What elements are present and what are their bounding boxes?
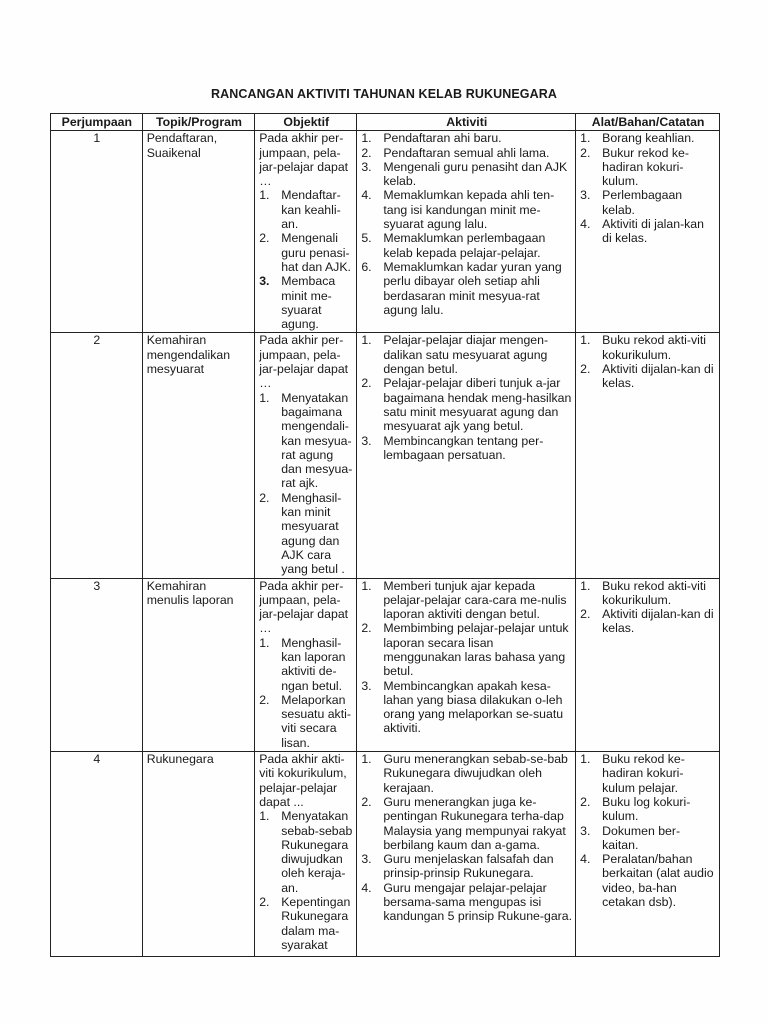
aktiviti-list [361, 131, 572, 317]
list-number: 2. [580, 362, 591, 377]
cell-topik: Pendaftaran, Suaikenal [142, 131, 255, 333]
list-text: Guru mengajar pelajar-pelajar bersama-sama mengupas isi kandungan 5 prinsip Rukune-gara. [383, 880, 573, 924]
list-number: 4. [361, 880, 372, 895]
alat-list [580, 131, 716, 245]
cell-perjumpaan: 3 [51, 578, 143, 752]
list-text: Memaklumkan kadar yuran yang perlu dibayar oleh setiap ahli berdasaran minit mesyua-rat agung lalu. [383, 259, 562, 317]
list-item [580, 188, 716, 217]
list-number: 1. [259, 390, 270, 405]
list-item [580, 131, 716, 145]
list-item [361, 579, 572, 622]
cell-topik: Kemahiran mengendalikan mesyuarat [142, 333, 255, 578]
list-item [580, 824, 716, 853]
table-header-row [51, 114, 720, 131]
list-text: Membincangkan tentang per-lembagaan persatuan. [383, 433, 544, 462]
cell-topik: Kemahiran menulis laporan [142, 578, 255, 752]
list-number: 2. [580, 794, 591, 809]
list-number: 3. [361, 678, 372, 693]
list-item [361, 795, 572, 852]
objektif-list [259, 809, 353, 952]
table-body [51, 131, 720, 957]
list-text: Mengenali guru penasi-hat dan AJK. [281, 231, 351, 274]
list-item [361, 376, 572, 433]
aktiviti-list [361, 579, 572, 736]
objektif-intro: Pada akhir per-jumpaan, pela-jar-pelajar dapat … [259, 333, 349, 391]
list-item [259, 231, 353, 274]
list-text: Guru menjelaskan falsafah dan prinsip-prinsip Rukunegara. [383, 852, 554, 881]
list-item [259, 188, 353, 231]
list-number: 1. [259, 809, 270, 824]
cell-aktiviti [357, 333, 576, 578]
list-number: 3. [580, 188, 591, 203]
list-text: Aktiviti dijalan-kan di kelas. [602, 362, 714, 391]
cell-alat [576, 752, 720, 957]
list-text: Pelajar-pelajar diajar mengen-dalikan satu mesyuarat agung dengan betul. [383, 333, 549, 377]
objektif-intro: Pada akhir per-jumpaan, pela-jar-pelajar dapat … [259, 131, 349, 189]
list-item [580, 795, 716, 824]
list-text: Dokumen ber-kaitan. [602, 823, 681, 852]
list-number: 1. [580, 131, 591, 146]
list-text: Perlembagaan kelab. [602, 188, 683, 217]
list-text: Borang keahlian. [602, 131, 695, 146]
list-text: Pendaftaran ahi baru. [383, 131, 502, 146]
list-text: Menyatakan bagaimana mengendali-kan mesyua-rat agung dan mesyua-rat ajk. [281, 390, 353, 491]
list-text: Buku rekod akti-viti kokurikulum. [602, 578, 707, 607]
cell-objektif [255, 578, 357, 752]
list-item [361, 752, 572, 795]
list-number: 1. [361, 752, 372, 767]
list-text: Memaklumkan perlembagaan kelab kepada pelajar-pelajar. [383, 231, 546, 260]
cell-objektif [255, 333, 357, 578]
activity-plan-table [50, 113, 720, 957]
list-item [361, 260, 572, 317]
cell-topik: Rukunegara [142, 752, 255, 957]
list-item [361, 333, 572, 376]
list-text: Guru menerangkan juga ke-pentingan Rukunegara terha-dap Malaysia yang mempunyai rakyat berbilang kaum dan a-gama. [383, 794, 566, 852]
list-item [580, 217, 716, 246]
list-text: Melaporkan sesuatu akti-viti secara lisan. [281, 692, 351, 750]
list-text: Menghasil-kan laporan aktiviti de-ngan betul. [281, 635, 346, 693]
list-item [580, 852, 716, 909]
list-number: 2. [361, 794, 372, 809]
list-number: 1. [580, 333, 591, 348]
cell-perjumpaan: 2 [51, 333, 143, 578]
list-number: 2. [361, 621, 372, 636]
list-number: 6. [361, 259, 372, 274]
header-objektif: Objektif [255, 114, 357, 131]
cell-alat [576, 131, 720, 333]
list-text: Mendaftar-kan keahli-an. [281, 188, 341, 232]
header-alat: Alat/Bahan/Catatan [576, 114, 720, 131]
list-item [580, 607, 716, 636]
list-text: Buku log kokuri-kulum. [602, 794, 691, 824]
list-number: 3. [361, 852, 372, 867]
list-number: 5. [361, 231, 372, 246]
list-number: 4. [580, 852, 591, 867]
list-number: 3. [259, 274, 270, 289]
list-text: Mengenali guru penasiht dan AJK kelab. [383, 159, 568, 189]
list-number: 2. [361, 145, 372, 160]
list-item [361, 188, 572, 231]
list-number: 2. [259, 490, 270, 505]
list-item [361, 852, 572, 881]
alat-list [580, 579, 716, 636]
list-number: 4. [580, 217, 591, 232]
cell-perjumpaan: 4 [51, 752, 143, 957]
list-number: 3. [580, 823, 591, 838]
list-number: 1. [580, 752, 591, 767]
list-item [580, 333, 716, 362]
list-text: Membimbing pelajar-pelajar untuk laporan secara lisan menggunakan laras bahasa yang betul. [383, 621, 569, 679]
list-number: 1. [361, 333, 372, 348]
list-item [361, 231, 572, 260]
list-text: Kepentingan Rukunegara dalam ma-syarakat [281, 895, 351, 952]
cell-alat [576, 333, 720, 578]
list-number: 2. [259, 692, 270, 707]
table-row [51, 752, 720, 957]
list-item [361, 160, 572, 189]
header-perjumpaan: Perjumpaan [51, 114, 143, 131]
list-text: Memberi tunjuk ajar kepada pelajar-pelajar cara-cara me-nulis laporan aktiviti dengan betul. [383, 578, 567, 622]
list-number: 2. [580, 145, 591, 160]
list-text: Memaklumkan kepada ahli ten-tang isi kandungan minit me-syuarat agung lalu. [383, 188, 555, 232]
list-item [259, 895, 353, 952]
list-text: Aktiviti di jalan-kan di kelas. [602, 217, 704, 246]
list-number: 2. [259, 231, 270, 246]
list-text: Membaca minit me-syuarat agung. [281, 274, 336, 332]
list-item [259, 809, 353, 895]
list-item [580, 362, 716, 391]
list-text: Buku rekod ke-hadiran kokuri-kulum pelajar. [602, 752, 685, 795]
cell-aktiviti [357, 578, 576, 752]
list-item [580, 752, 716, 795]
objektif-intro: Pada akhir akti-viti kokurikulum, pelajar-pelajar dapat ... [259, 752, 347, 809]
cell-perjumpaan: 1 [51, 131, 143, 333]
list-number: 3. [361, 433, 372, 448]
cell-objektif [255, 752, 357, 957]
aktiviti-list [361, 752, 572, 924]
table-row [51, 333, 720, 578]
list-item [580, 579, 716, 608]
list-number: 3. [361, 159, 372, 174]
cell-aktiviti [357, 752, 576, 957]
list-item [259, 491, 353, 577]
list-item [259, 274, 353, 331]
list-text: Bukur rekod ke-hadiran kokuri-kulum. [602, 145, 689, 189]
cell-objektif [255, 131, 357, 333]
list-number: 2. [580, 607, 591, 622]
list-item [580, 146, 716, 189]
cell-alat [576, 578, 720, 752]
list-item [361, 881, 572, 924]
list-text: Buku rekod akti-viti kokurikulum. [602, 333, 707, 362]
aktiviti-list [361, 333, 572, 462]
list-text: Guru menerangkan sebab-se-bab Rukunegara diwujudkan oleh kerajaan. [383, 752, 568, 795]
list-text: Membincangkan apakah kesa-lahan yang biasa dilakukan o-leh orang yang melaporkan se-suatu aktiviti. [383, 678, 564, 736]
list-text: Peralatan/bahan berkaitan (alat audio video, ba-han cetakan dsb). [602, 852, 714, 910]
list-number: 1. [361, 578, 372, 593]
list-item [361, 434, 572, 463]
table-row [51, 131, 720, 333]
objektif-list [259, 636, 353, 750]
list-text: Menyatakan sebab-sebab Rukunegara diwujudkan oleh keraja-an. [281, 809, 353, 895]
alat-list [580, 752, 716, 909]
table-row [51, 578, 720, 752]
list-number: 1. [259, 188, 270, 203]
list-text: Pelajar-pelajar diberi tunjuk a-jar bagaimana hendak meng-hasilkan satu minit mesyuarat agung dan mesyuarat ajk yang betul. [383, 376, 572, 434]
list-text: Pendaftaran semual ahli lama. [383, 145, 550, 160]
list-text: Aktiviti dijalan-kan di kelas. [602, 607, 714, 636]
document-title: RANCANGAN AKTIVITI TAHUNAN KELAB RUKUNEGARA [211, 87, 557, 101]
objektif-list [259, 391, 353, 577]
list-item [361, 131, 572, 145]
list-item [259, 693, 353, 750]
list-number: 1. [259, 635, 270, 650]
objektif-intro: Pada akhir per-jumpaan, pela-jar-pelajar dapat … [259, 578, 349, 636]
header-aktiviti: Aktiviti [357, 114, 576, 131]
list-number: 2. [259, 895, 270, 910]
list-text: Menghasil-kan minit mesyuarat agung dan AJK cara yang betul . [281, 490, 345, 577]
header-topik: Topik/Program [142, 114, 255, 131]
list-item [361, 146, 572, 160]
list-number: 4. [361, 188, 372, 203]
cell-aktiviti [357, 131, 576, 333]
alat-list [580, 333, 716, 390]
list-item [361, 621, 572, 678]
list-item [259, 391, 353, 491]
list-number: 2. [361, 376, 372, 391]
list-item [259, 636, 353, 693]
list-number: 1. [361, 131, 372, 146]
objektif-list [259, 188, 353, 331]
list-number: 1. [580, 578, 591, 593]
list-item [361, 679, 572, 736]
